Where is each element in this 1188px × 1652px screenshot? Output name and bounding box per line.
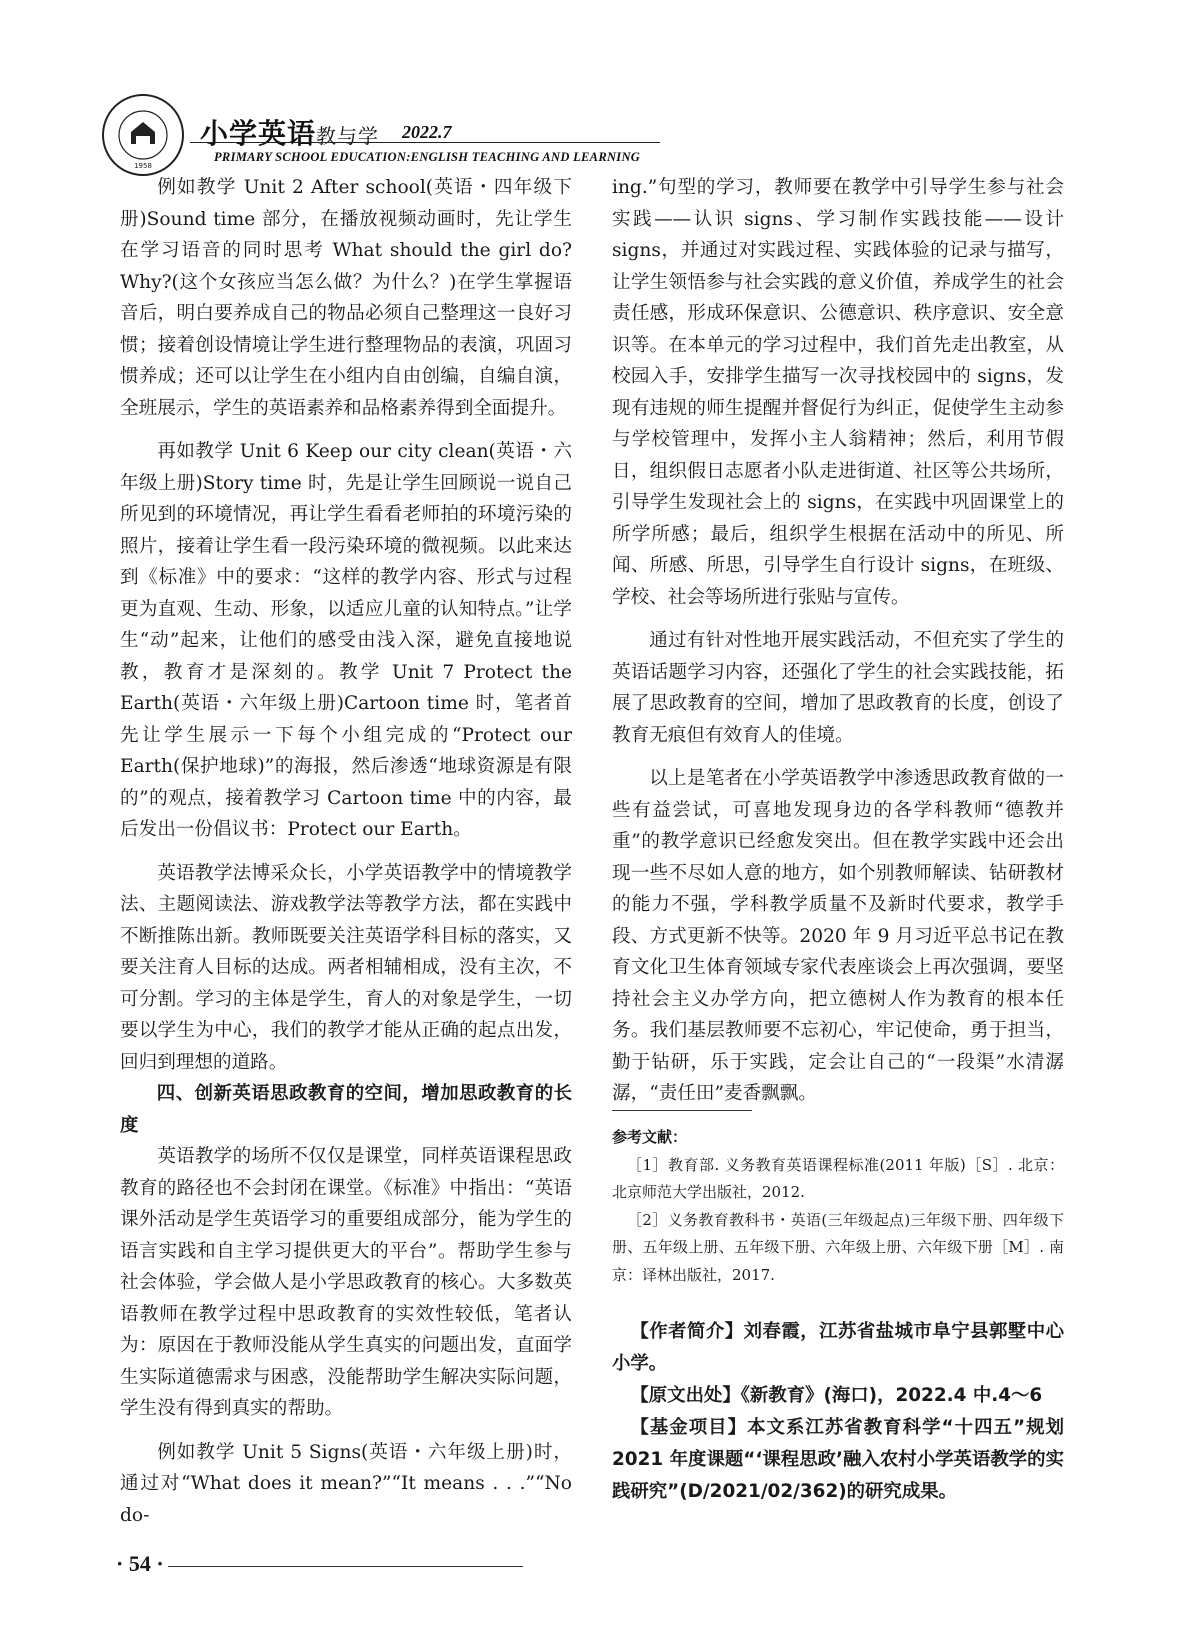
references-title: 参考文献： <box>612 1128 688 1146</box>
author-note: 【作者简介】刘春霞，江苏省盐城市阜宁县郭墅中心小学。 <box>612 1321 1064 1374</box>
paragraph: 英语教学的场所不仅仅是课堂，同样英语课程思政教育的路径也不会封闭在课堂。《标准》中指出：“英语课外活动是学生英语学习的重要组成部分，能为学生的语言实践和自主学习提供更大的平台”。帮助学生参与社会体验，学会做人是小学思政教育的核心。大多数英语教师在教学过程中思政教育的实效性较低，笔者认为：原因在于教师没能从学生真实的问题出发，直面学生实际道德需求与困惑，没能帮助学生解决实际问题，学生没有得到真实的帮助。 <box>120 1146 572 1419</box>
right-column <box>612 172 1064 1110</box>
issue-number: 2022.7 <box>402 122 452 142</box>
references <box>612 1124 1064 1289</box>
header-rule <box>190 142 660 143</box>
references-rule <box>612 1110 752 1111</box>
source-note: 【原文出处】《新教育》(海口)，2022.4 中.4～6 <box>630 1385 1043 1406</box>
paragraph: 以上是笔者在小学英语教学中渗透思政教育做的一些有益尝试，可喜地发现身边的各学科教师“德教并重”的教学意识已经愈发突出。但在教学实践中还会出现一些不尽如人意的地方，如个别教师解读、钻研教材的能力不强，学科教学质量不及新时代要求，教学手段、方式更新不快等。2020 年 9 月习近平总书记在教育文化卫生体育领域专家代表座谈会上再次强调，要坚持社会主义办学方向，把立德树人作为教育的根本任务。我们基层教师要不忘初心，牢记使命，勇于担当，勤于钻研，乐于实践，定会让自己的“一段渠”水清潺潺，“责任田”麦香飘飘。 <box>612 768 1064 1104</box>
journal-english-title: PRIMARY SCHOOL EDUCATION:ENGLISH TEACHING AND LEARNING <box>214 150 641 164</box>
page-number: · 54 · <box>116 1551 164 1576</box>
journal-title <box>200 112 379 152</box>
left-column <box>120 172 572 1531</box>
journal-title-main: 小学英语 <box>200 117 317 150</box>
paragraph: 例如教学 Unit 5 Signs(英语・六年级上册)时，通过对“What does it mean?”“It means . . .”“No do- <box>120 1441 572 1526</box>
fund-note: 【基金项目】本文系江苏省教育科学“十四五”规划 2021 年度课题“‘课程思政’融入农村小学英语教学的实践研究”(D/2021/02/362)的研究成果。 <box>612 1417 1064 1502</box>
reference-item: ［1］教育部. 义务教育英语课程标准(2011 年版)［S］. 北京：北京师范大学出版社，2012. <box>612 1155 1064 1201</box>
section-heading: 四、创新英语思政教育的空间，增加思政教育的长度 <box>120 1083 572 1136</box>
svg-text:1958: 1958 <box>134 162 152 170</box>
footer-rule <box>168 1566 523 1567</box>
reference-item: ［2］义务教育教科书・英语(三年级起点)三年级下册、四年级下册、五年级上册、五年级下册、六年级上册、六年级下册［M］. 南京：译林出版社，2017. <box>612 1210 1064 1284</box>
journal-title-sub: 教与学 <box>316 124 380 148</box>
paragraph: 英语教学法博采众长，小学英语教学中的情境教学法、主题阅读法、游戏教学法等教学方法，都在实践中不断推陈出新。教师既要关注英语学科目标的落实，又要关注育人目标的达成。两者相辅相成，没有主次，不可分割。学习的主体是学生，育人的对象是学生，一切要以学生为中心，我们的教学才能从正确的起点出发，回归到理想的道路。 <box>120 862 572 1073</box>
article-notes <box>612 1316 1064 1508</box>
paragraph: 再如教学 Unit 6 Keep our city clean(英语・六年级上册)Story time 时，先是让学生回顾说一说自己所见到的环境情况，再让学生看看老师拍的环境污染的照片，接着让学生看一段污染环境的微视频。以此来达到《标准》中的要求：“这样的教学内容、形式与过程更为直观、生动、形象，以适应儿童的认知特点。”让学生“动”起来，让他们的感受由浅入深，避免直接地说教，教育才是深刻的。教学 Unit 7 Protect the Earth(英语・六年级上册)Cartoon time 时，笔者首先让学生展示一下每个小组完成的“Protect our Earth(保护地球)”的海报，然后渗透“地球资源是有限的”的观点，接着教学习 Cartoon time 中的内容，最后发出一份倡议书：Protect our Earth。 <box>120 441 572 840</box>
journal-logo <box>100 92 186 178</box>
paragraph: 通过有针对性地开展实践活动，不但充实了学生的英语话题学习内容，还强化了学生的社会实践技能，拓展了思政教育的空间，增加了思政教育的长度，创设了教育无痕但有效育人的佳境。 <box>612 630 1064 746</box>
paragraph: 例如教学 Unit 2 After school(英语・四年级下册)Sound time 部分，在播放视频动画时，先让学生在学习语音的同时思考 What should the girl do? Why?(这个女孩应当怎么做？为什么？)在学生掌握语音后，明白要养成自己的物品必须自己整理这一良好习惯；接着创设情境让学生进行整理物品的表演，巩固习惯养成；还可以让学生在小组内自由创编，自编自演，全班展示，学生的英语素养和品格素养得到全面提升。 <box>120 177 572 419</box>
paragraph: ing.”句型的学习，教师要在教学中引导学生参与社会实践——认识 signs、学习制作实践技能——设计 signs，并通过对实践过程、实践体验的记录与描写，让学生领悟参与社会实践的意义价值，养成学生的社会责任感，形成环保意识、公德意识、秩序意识、安全意识等。在本单元的学习过程中，我们首先走出教室，从校园入手，安排学生描写一次寻找校园中的 signs，发现有违规的师生提醒并督促行为纠正，促使学生主动参与学校管理中，发挥小主人翁精神；然后，利用节假日，组织假日志愿者小队走进街道、社区等公共场所，引导学生发现社会上的 signs，在实践中巩固课堂上的所学所感；最后，组织学生根据在活动中的所见、所闻、所感、所思，引导学生自行设计 signs，在班级、学校、社会等场所进行张贴与宣传。 <box>612 177 1064 608</box>
